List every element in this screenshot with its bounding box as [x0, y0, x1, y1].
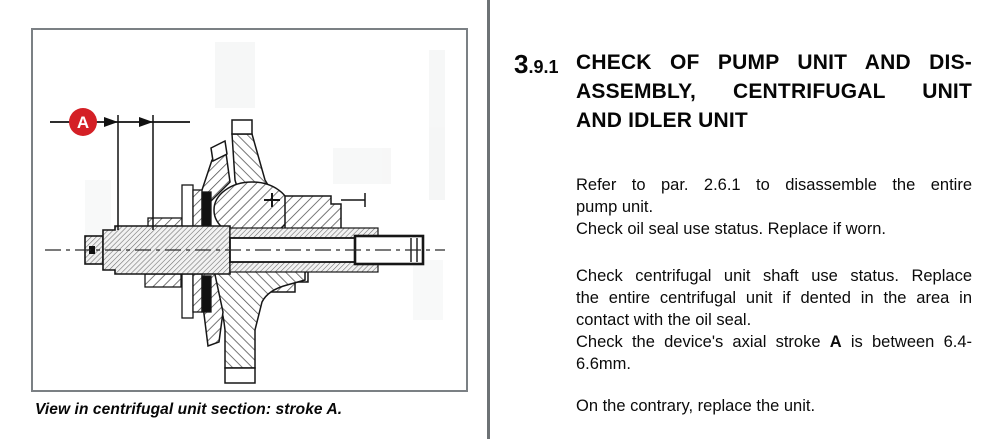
dimension-a-badge: A [69, 108, 97, 136]
section-title-line-2: ASSEMBLY, CENTRIFUGAL UNIT [576, 80, 972, 103]
section-body [576, 174, 972, 417]
paragraph-disassembly [576, 174, 972, 240]
section-number [514, 48, 576, 135]
axial-stroke-text-post: is between 6.4- [841, 333, 972, 351]
body-line: Check oil seal use status. Replace if worn. [576, 220, 886, 238]
section-title-line-1: CHECK OF PUMP UNIT AND DIS- [576, 51, 972, 74]
body-line: pump unit. [576, 198, 654, 216]
body-line: 6.6mm. [576, 355, 632, 373]
section-number-major: 3 [514, 49, 529, 79]
body-line: On the contrary, replace the unit. [576, 397, 816, 415]
axial-stroke-text-pre: Check the device's axial stroke [576, 333, 830, 351]
figure-frame [31, 28, 468, 392]
section-number-minor: .9.1 [528, 57, 559, 77]
paragraph-replace-unit [576, 395, 972, 417]
column-divider-line [487, 0, 490, 439]
pump-section-drawing [33, 30, 466, 390]
impeller-lower [195, 268, 308, 383]
paragraph-centrifugal-check [576, 265, 972, 375]
body-line: the entire centrifugal unit if dented in the area in [576, 289, 972, 307]
section-title [576, 48, 972, 135]
body-line: Check centrifugal unit shaft use status. Replace [576, 267, 972, 285]
figure-caption: View in centrifugal unit section: stroke A. [35, 401, 343, 418]
dimension-a-lines [50, 115, 190, 230]
section-column [514, 48, 972, 417]
body-line: Refer to par. 2.6.1 to disassemble the entire [576, 176, 972, 194]
section-title-line-3: AND IDLER UNIT [576, 109, 748, 132]
body-line: contact with the oil seal. [576, 311, 752, 329]
axial-stroke-label-a: A [829, 333, 842, 351]
body-line-axial-stroke [576, 331, 972, 353]
section-heading [514, 48, 972, 135]
